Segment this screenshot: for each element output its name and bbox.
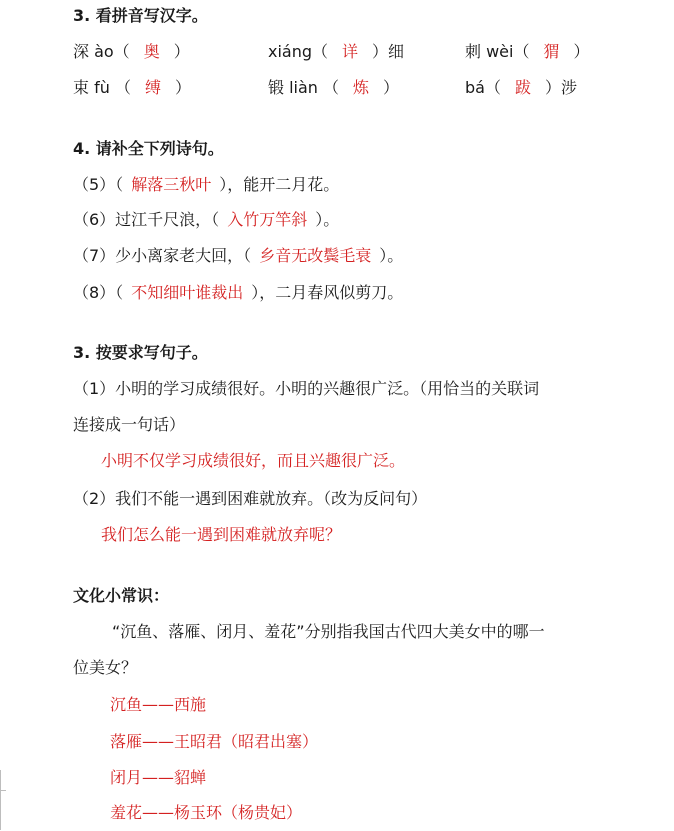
pinyin-item-6 <box>465 77 577 99</box>
pinyin-prefix: 深 ào（ <box>73 42 130 61</box>
poem-suffix: ）。 <box>379 246 404 265</box>
poem-answer: 入竹万竿斜 <box>227 210 308 229</box>
sentence-question-1-line-1: （1）小明的学习成绩很好。小明的兴趣很广泛。（用恰当的关联词 <box>73 379 540 398</box>
poem-answer: 不知细叶谁裁出 <box>131 283 244 302</box>
section-title-sentences: 3. 按要求写句子。 <box>73 343 208 362</box>
culture-answer-3: 闭月——貂蝉 <box>110 768 207 787</box>
poem-suffix: ），能开二月花。 <box>219 175 340 194</box>
poem-suffix: ）。 <box>315 210 340 229</box>
pinyin-suffix: ） <box>573 42 590 61</box>
section-title-culture: 文化小常识： <box>73 586 170 605</box>
culture-answer-4: 羞花——杨玉环（杨贵妃） <box>110 803 303 822</box>
poem-answer: 乡音无改鬓毛衰 <box>259 246 372 265</box>
pinyin-item-4 <box>73 77 191 99</box>
pinyin-prefix: 刺 wèi（ <box>465 42 530 61</box>
culture-question-line-1: “沉鱼、落雁、闭月、羞花”分别指我国古代四大美女中的哪一 <box>112 622 545 641</box>
culture-answer-1: 沉鱼——西施 <box>110 695 207 714</box>
poem-item-6 <box>73 209 339 231</box>
pinyin-suffix: ）细 <box>372 42 405 61</box>
pinyin-answer: 炼 <box>353 78 370 97</box>
poem-prefix: （7）少小离家老大回，（ <box>73 246 252 265</box>
pinyin-item-1 <box>73 41 190 63</box>
pinyin-prefix: bá（ <box>465 78 501 97</box>
section-title-pinyin: 3. 看拼音写汉字。 <box>73 6 208 25</box>
poem-item-8 <box>73 282 403 304</box>
sentence-question-2: （2）我们不能一遇到困难就放弃。（改为反问句） <box>73 489 428 508</box>
page-edge-tick <box>0 790 6 791</box>
section-title-poems: 4. 请补全下列诗句。 <box>73 139 224 158</box>
pinyin-answer: 缚 <box>144 78 161 97</box>
sentence-question-1-line-2: 连接成一句话） <box>73 415 186 434</box>
pinyin-answer: 详 <box>342 42 359 61</box>
poem-item-5 <box>73 174 339 196</box>
pinyin-item-2 <box>268 41 404 63</box>
poem-prefix: （6）过江千尺浪，（ <box>73 210 220 229</box>
pinyin-suffix: ） <box>173 42 190 61</box>
pinyin-suffix: ）涉 <box>544 78 577 97</box>
poem-item-7 <box>73 245 403 267</box>
pinyin-prefix: xiáng（ <box>268 42 329 61</box>
pinyin-item-3 <box>465 41 590 63</box>
sentence-answer-1: 小明不仅学习成绩很好，而且兴趣很广泛。 <box>101 451 406 470</box>
pinyin-answer: 奥 <box>143 42 160 61</box>
culture-question-line-2: 位美女？ <box>73 658 138 677</box>
pinyin-answer: 猬 <box>543 42 560 61</box>
pinyin-suffix: ） <box>174 78 191 97</box>
pinyin-suffix: ） <box>383 78 400 97</box>
poem-prefix: （8）（ <box>73 283 124 302</box>
poem-answer: 解落三秋叶 <box>131 175 212 194</box>
culture-answer-2: 落雁——王昭君（昭君出塞） <box>110 732 319 751</box>
page-edge-mark <box>0 770 9 830</box>
poem-suffix: ），二月春风似剪刀。 <box>251 283 404 302</box>
pinyin-answer: 跋 <box>514 78 531 97</box>
pinyin-prefix: 束 fù （ <box>73 78 131 97</box>
pinyin-prefix: 锻 liàn （ <box>268 78 340 97</box>
sentence-answer-2: 我们怎么能一遇到困难就放弃呢？ <box>101 525 342 544</box>
poem-prefix: （5）（ <box>73 175 124 194</box>
pinyin-item-5 <box>268 77 399 99</box>
